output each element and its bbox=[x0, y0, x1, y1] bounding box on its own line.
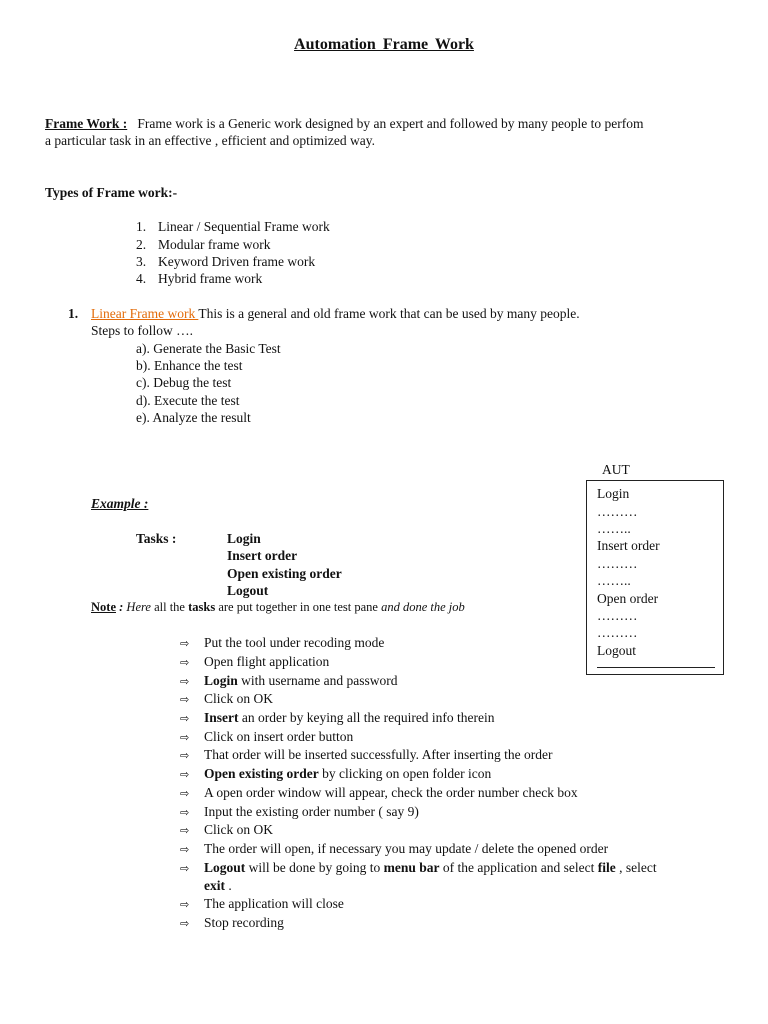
linear-title: Linear Frame work bbox=[91, 306, 199, 321]
note-line: Note : Here all the tasks are put together in one test pane and done the job bbox=[91, 600, 465, 614]
procedure-step: Open flight application bbox=[204, 654, 330, 669]
aut-item: ……… bbox=[597, 608, 638, 623]
procedure-step: A open order window will appear, check the order number check box bbox=[204, 785, 578, 800]
arrow-icon: ⇨ bbox=[180, 731, 190, 744]
example-label: Example : bbox=[91, 496, 149, 511]
linear-heading bbox=[68, 306, 580, 322]
aut-item: ……… bbox=[597, 556, 638, 571]
aut-item: Insert order bbox=[597, 538, 660, 553]
arrow-icon: ⇨ bbox=[180, 787, 190, 800]
types-item: 2. Modular frame work bbox=[136, 237, 271, 252]
arrow-icon: ⇨ bbox=[180, 806, 190, 819]
procedure-step: The application will close bbox=[204, 896, 344, 911]
aut-item: Open order bbox=[597, 591, 659, 606]
aut-item: …….. bbox=[597, 521, 631, 536]
arrow-icon: ⇨ bbox=[180, 824, 190, 837]
arrow-icon: ⇨ bbox=[180, 656, 190, 669]
arrow-icon: ⇨ bbox=[180, 843, 190, 856]
definition-line-1 bbox=[45, 116, 643, 132]
procedure-step: Insert an order by keying all the required info therein bbox=[204, 710, 495, 725]
aut-item: Login bbox=[597, 486, 630, 501]
task-item: Insert order bbox=[227, 548, 298, 563]
aut-divider bbox=[597, 667, 715, 668]
types-item: 1. Linear / Sequential Frame work bbox=[136, 219, 330, 234]
procedure-step: Click on OK bbox=[204, 822, 273, 837]
task-item: Logout bbox=[227, 583, 269, 598]
step-item: c). Debug the test bbox=[136, 375, 232, 390]
types-item: 4. Hybrid frame work bbox=[136, 271, 263, 286]
procedure-step-cont: exit . bbox=[204, 878, 232, 893]
definition-text-2: a particular task in an effective , efficient and optimized way. bbox=[45, 133, 375, 148]
procedure-step: Logout will be done by going to menu bar of the application and select file , select bbox=[204, 860, 657, 875]
aut-item: ……… bbox=[597, 625, 638, 640]
step-item: e). Analyze the result bbox=[136, 410, 251, 425]
note-label: Note bbox=[91, 600, 116, 614]
step-item: b). Enhance the test bbox=[136, 358, 243, 373]
task-item: Login bbox=[227, 531, 261, 546]
step-item: a). Generate the Basic Test bbox=[136, 341, 281, 356]
arrow-icon: ⇨ bbox=[180, 712, 190, 725]
procedure-step: The order will open, if necessary you may update / delete the opened order bbox=[204, 841, 609, 856]
procedure-step: Input the existing order number ( say 9) bbox=[204, 804, 419, 819]
definition-label: Frame Work : bbox=[45, 116, 128, 131]
tasks-label: Tasks : bbox=[136, 531, 177, 546]
procedure-step: Login with username and password bbox=[204, 673, 398, 688]
linear-number: 1. bbox=[68, 306, 79, 321]
procedure-step: Stop recording bbox=[204, 915, 284, 930]
procedure-step: Click on OK bbox=[204, 691, 273, 706]
procedure-step: That order will be inserted successfully. After inserting the order bbox=[204, 747, 553, 762]
linear-desc: This is a general and old frame work that can be used by many people. bbox=[198, 306, 580, 321]
steps-intro: Steps to follow …. bbox=[91, 323, 194, 338]
types-heading: Types of Frame work:- bbox=[45, 185, 178, 200]
arrow-icon: ⇨ bbox=[180, 675, 190, 688]
arrow-icon: ⇨ bbox=[180, 637, 190, 650]
arrow-icon: ⇨ bbox=[180, 693, 190, 706]
aut-box bbox=[586, 480, 724, 675]
types-item: 3. Keyword Driven frame work bbox=[136, 254, 316, 269]
task-item: Open existing order bbox=[227, 566, 342, 581]
page-title: Automation Frame Work bbox=[294, 36, 474, 53]
definition-text-1: Frame work is a Generic work designed by an expert and followed by many people to perfom bbox=[137, 116, 644, 131]
aut-item: Logout bbox=[597, 643, 636, 658]
procedure-step: Click on insert order button bbox=[204, 729, 354, 744]
aut-item: ……… bbox=[597, 504, 638, 519]
arrow-icon: ⇨ bbox=[180, 898, 190, 911]
arrow-icon: ⇨ bbox=[180, 917, 190, 930]
arrow-icon: ⇨ bbox=[180, 768, 190, 781]
arrow-icon: ⇨ bbox=[180, 749, 190, 762]
procedure-step: Open existing order by clicking on open folder icon bbox=[204, 766, 492, 781]
arrow-icon: ⇨ bbox=[180, 862, 190, 875]
procedure-step: Put the tool under recoding mode bbox=[204, 635, 385, 650]
aut-label: AUT bbox=[602, 462, 630, 477]
aut-item: …….. bbox=[597, 573, 631, 588]
step-item: d). Execute the test bbox=[136, 393, 240, 408]
